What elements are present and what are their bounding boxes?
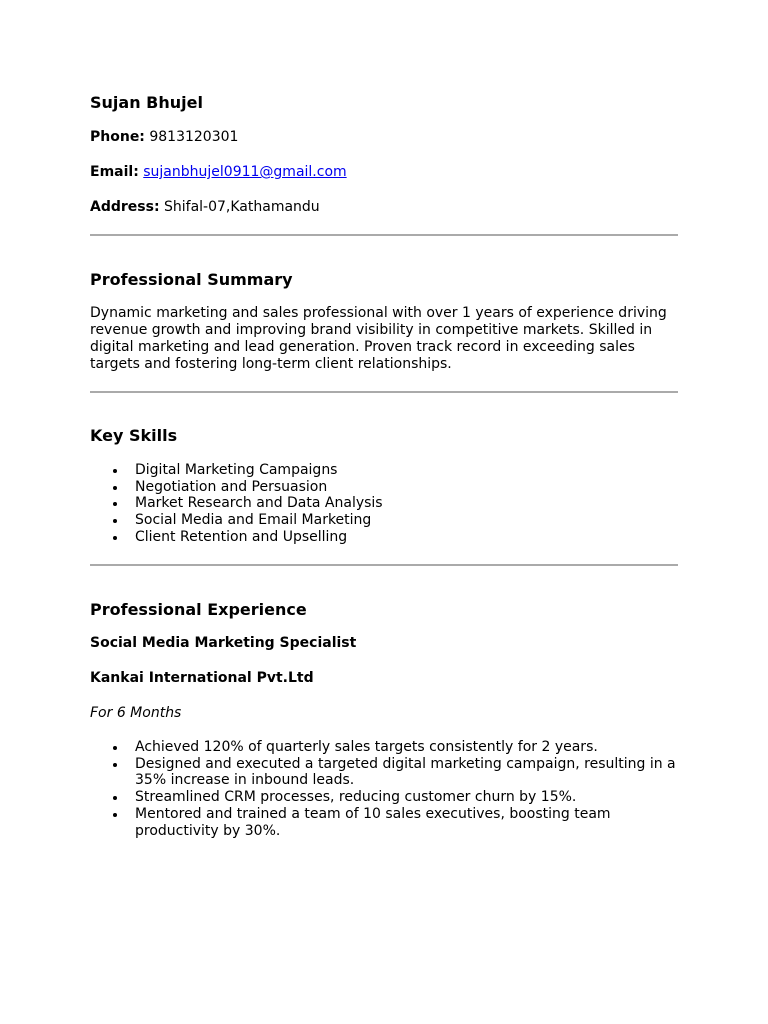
address-label: Address: [90,199,160,215]
phone-value: 9813120301 [149,129,239,145]
job-title: Social Media Marketing Specialist [90,635,357,651]
list-item: Designed and executed a targeted digital marketing campaign, resulting in a 35% increase in inbound leads. [135,756,678,789]
phone-line [90,129,238,146]
list-item: Mentored and trained a team of 10 sales executives, boosting team productivity by 30%. [135,806,678,839]
list-item: Social Media and Email Marketing [135,512,678,529]
list-item: Client Retention and Upselling [135,529,678,546]
address-line [90,199,320,216]
list-item: Achieved 120% of quarterly sales targets consistently for 2 years. [135,739,678,756]
summary-text: Dynamic marketing and sales professional with over 1 years of experience driving revenue growth and improving brand visibility in competitive markets. Skilled in digital marketing and lead generation. Proven track record in exceeding sales targets and fostering long-term client relationships. [90,305,667,372]
email-line [90,164,347,181]
section-divider [90,391,678,393]
summary-heading: Professional Summary [90,270,293,289]
job-duration: For 6 Months [90,705,182,721]
section-divider [90,234,678,236]
achievements-list [90,739,678,839]
email-link[interactable]: sujanbhujel0911@gmail.com [143,164,347,180]
address-value: Shifal-07,Kathamandu [164,199,320,215]
experience-heading: Professional Experience [90,600,307,619]
list-item: Market Research and Data Analysis [135,495,678,512]
company-name: Kankai International Pvt.Ltd [90,670,314,686]
section-divider [90,564,678,566]
skills-heading: Key Skills [90,426,178,445]
email-label: Email: [90,164,139,180]
list-item: Negotiation and Persuasion [135,479,678,496]
skills-list [90,462,678,546]
list-item: Streamlined CRM processes, reducing customer churn by 15%. [135,789,678,806]
list-item: Digital Marketing Campaigns [135,462,678,479]
candidate-name: Sujan Bhujel [90,93,203,112]
phone-label: Phone: [90,129,145,145]
